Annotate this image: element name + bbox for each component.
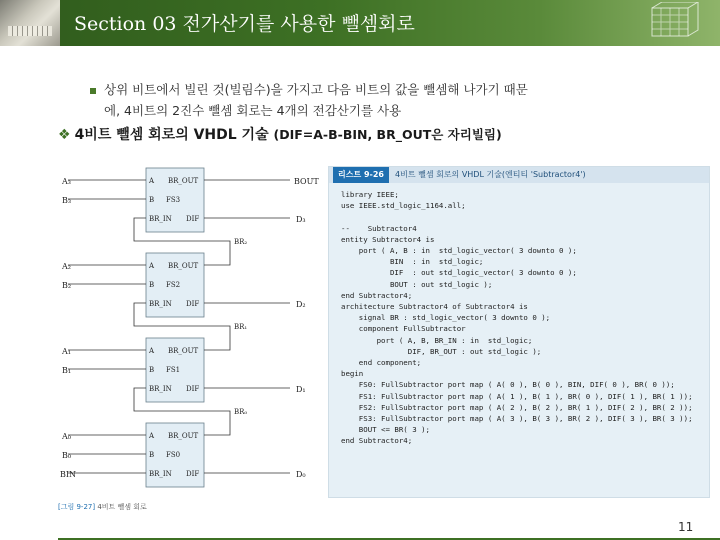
bullet-borrow-description	[90, 79, 528, 121]
fs0-pin-brin: BR_IN	[149, 470, 172, 478]
fs0-input-b: B₀	[62, 451, 72, 460]
listing-title: 4비트 뺄셈 회로의 VHDL 기술(엔티티 'Subtractor4')	[395, 170, 586, 179]
fs0-pin-a: A	[149, 432, 155, 440]
vhdl-heading-subtext: (DIF=A-B-BIN, BR_OUT은 자리빌림)	[273, 127, 502, 142]
fs1-pin-b: B	[149, 366, 155, 374]
header-photo	[0, 0, 60, 46]
fs3-input-b: B₃	[62, 196, 72, 205]
fs2-pin-dif: DIF	[186, 300, 200, 308]
fs2-pin-b: B	[149, 281, 155, 289]
fs2-pin-a: A	[149, 262, 155, 270]
fs2-input-b: B₂	[62, 281, 72, 290]
fs3-pin-brin: BR_IN	[149, 215, 172, 223]
square-bullet-icon	[90, 88, 96, 94]
vhdl-code: library IEEE; use IEEE.std_logic_1164.all; -- Subtractor4 entity Subtractor4 is port ( A, B : in std_logic_vector( 3 downto 0 ); BIN : in std_logic; DIF : out std_logic_vector( 3 downto 0 ); BOUT : out std_logic ); end Subtractor4; architecture Subtractor4 of Subtractor4 is signal BR : std_logic_vector( 3 downto 0 ); component FullSubtractor port ( A, B, BR_IN : in std_logic; DIF, BR_OUT : out std_logic ); end component; begin FS0: FullSubtractor port map ( A( 0 ), B( 0 ), BIN, DIF( 0 ), BR( 0 )); FS1: FullSubtractor port map ( A( 1 ), B( 1 ), BR( 0 ), DIF( 1 ), BR( 1 )); FS2: FullSubtractor port map ( A( 2 ), B( 2 ), BR( 1 ), DIF( 2 ), BR( 2 )); FS3: FullSubtractor port map ( A( 3 ), B( 3 ), BR( 2 ), DIF( 3 ), BR( 3 )); BOUT <= BR( 3 ); end Subtractor4;	[341, 190, 693, 446]
fs2-pin-brout: BR_OUT	[168, 262, 199, 270]
fs0-input-a: A₀	[62, 432, 71, 441]
figure-caption	[58, 502, 147, 512]
fs3-pin-brout: BR_OUT	[168, 177, 199, 185]
vhdl-heading-text: 4비트 뺄셈 회로의 VHDL 기술	[74, 127, 269, 143]
subtractor-circuit-diagram	[58, 160, 326, 518]
fs3-pin-dif: DIF	[186, 215, 200, 223]
fs1-input-a: A₁	[62, 347, 71, 356]
fs2-input-a: A₂	[62, 262, 71, 271]
fs1-output-d: D₁	[296, 385, 306, 394]
figure-number: [그림 9-27]	[58, 503, 96, 511]
fs1-name: FS1	[166, 366, 181, 374]
figure-caption-text: 4비트 뺄셈 회로	[97, 503, 147, 511]
fs3-output-d: D₃	[296, 215, 306, 224]
fs2-output-d: D₂	[296, 300, 306, 309]
fs2-borrow-label: BR₂	[234, 238, 248, 246]
fs3-name: FS3	[166, 196, 181, 204]
listing-header	[329, 167, 709, 183]
fs3-input-a: A₃	[62, 177, 71, 186]
page-number: 11	[678, 520, 694, 534]
fs3-borrow-out: BOUT	[294, 177, 319, 186]
fs1-pin-dif: DIF	[186, 385, 200, 393]
bullet-vhdl-heading	[58, 124, 502, 144]
fs0-borrow-label: BR₀	[234, 408, 248, 416]
fs0-pin-brout: BR_OUT	[168, 432, 199, 440]
title-bar	[0, 0, 720, 46]
fs0-name: FS0	[166, 451, 181, 459]
vhdl-code-listing	[328, 166, 710, 498]
fs3-pin-a: A	[149, 177, 155, 185]
fs1-pin-brout: BR_OUT	[168, 347, 199, 355]
diamond-bullet-icon: ❖	[58, 127, 71, 143]
fs0-pin-dif: DIF	[186, 470, 200, 478]
fs1-pin-a: A	[149, 347, 155, 355]
fs0-output-d: D₀	[296, 470, 306, 479]
listing-tag: 리스트 9-26	[333, 167, 389, 183]
fs0-pin-b: B	[149, 451, 155, 459]
fs2-pin-brin: BR_IN	[149, 300, 172, 308]
bullet-line-1: 상위 비트에서 빌린 것(빌림수)을 가지고 다음 비트의 값을 뺄셈해 나가기 때문	[104, 82, 528, 97]
fs2-name: FS2	[166, 281, 181, 289]
building-blocks-icon	[638, 2, 706, 44]
fs1-borrow-label: BR₁	[234, 323, 248, 331]
bin-input: BIN	[60, 470, 77, 479]
slide-title: Section 03 전가산기를 사용한 뺄셈회로	[74, 13, 415, 35]
fs3-pin-b: B	[149, 196, 155, 204]
bullet-line-2: 에, 4비트의 2진수 뺄셈 회로는 4개의 전감산기를 사용	[104, 103, 402, 118]
fs1-input-b: B₁	[62, 366, 72, 375]
fs1-pin-brin: BR_IN	[149, 385, 172, 393]
